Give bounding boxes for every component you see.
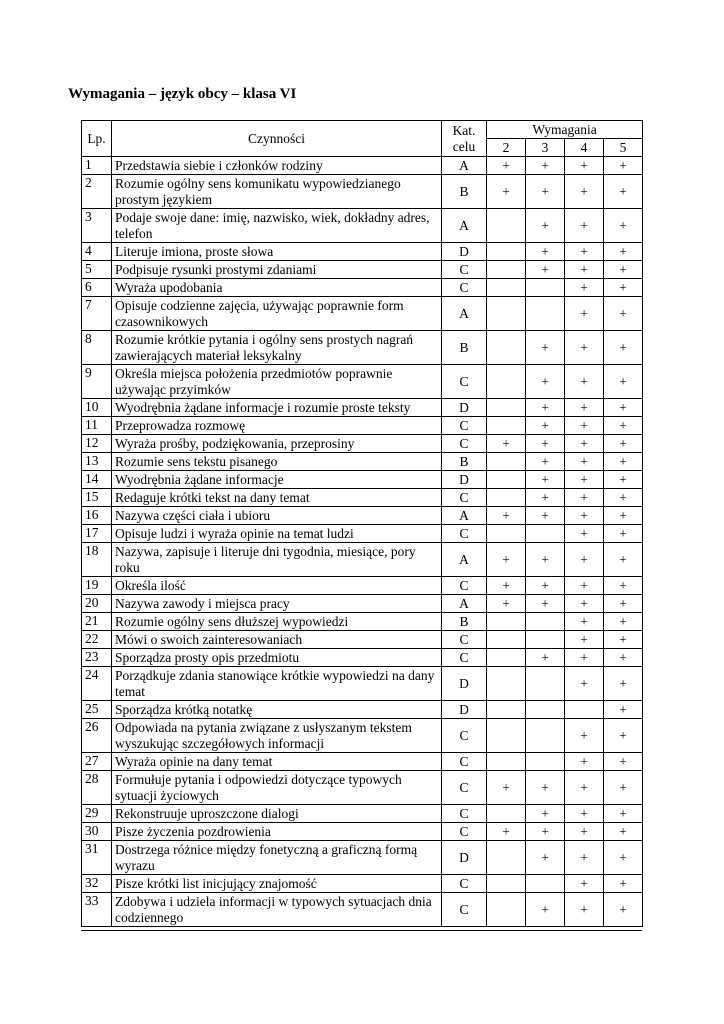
category-cell: C — [442, 719, 487, 753]
category-cell: C — [442, 417, 487, 435]
grade-3-cell: + — [526, 543, 565, 577]
table-header-row — [82, 121, 643, 139]
activity-text: Określa miejsca położenia przedmiotów poprawnie używając przyimków — [112, 365, 442, 399]
activity-text: Opisuje ludzi i wyraża opinie na temat ludzi — [112, 525, 442, 543]
activity-text: Redaguje krótki tekst na dany temat — [112, 489, 442, 507]
grade-2-cell — [487, 243, 526, 261]
grade-3-cell — [526, 631, 565, 649]
activity-text: Podpisuje rysunki prostymi zdaniami — [112, 261, 442, 279]
activity-text: Pisze życzenia pozdrowienia — [112, 823, 442, 841]
category-cell: D — [442, 399, 487, 417]
grade-4-cell: + — [565, 595, 604, 613]
grade-2-cell: + — [487, 435, 526, 453]
grade-2-cell — [487, 719, 526, 753]
table-row — [82, 157, 643, 175]
grade-4-cell: + — [565, 649, 604, 667]
grade-5-cell: + — [604, 175, 643, 209]
table-row — [82, 507, 643, 525]
category-cell: D — [442, 667, 487, 701]
grade-4-cell: + — [565, 297, 604, 331]
row-number: 4 — [82, 243, 112, 261]
grade-4-cell: + — [565, 175, 604, 209]
grade-4-cell: + — [565, 157, 604, 175]
grade-5-cell: + — [604, 543, 643, 577]
grade-5-cell: + — [604, 595, 643, 613]
grade-5-cell: + — [604, 453, 643, 471]
activity-text: Rekonstruuje uproszczone dialogi — [112, 805, 442, 823]
grade-3-cell: + — [526, 157, 565, 175]
activity-text: Nazywa zawody i miejsca pracy — [112, 595, 442, 613]
grade-5-cell: + — [604, 577, 643, 595]
row-number: 21 — [82, 613, 112, 631]
grade-5-cell: + — [604, 417, 643, 435]
table-row — [82, 453, 643, 471]
grade-3-cell: + — [526, 805, 565, 823]
row-number: 28 — [82, 771, 112, 805]
grade-3-cell: + — [526, 595, 565, 613]
grade-3-cell: + — [526, 471, 565, 489]
row-number: 25 — [82, 701, 112, 719]
category-cell: C — [442, 489, 487, 507]
header-category-line2: celu — [452, 138, 476, 154]
category-cell: D — [442, 841, 487, 875]
table-row — [82, 805, 643, 823]
table-row — [82, 331, 643, 365]
activity-text: Mówi o swoich zainteresowaniach — [112, 631, 442, 649]
row-number: 16 — [82, 507, 112, 525]
table-row — [82, 577, 643, 595]
grade-5-cell: + — [604, 331, 643, 365]
category-cell: A — [442, 595, 487, 613]
grade-4-cell: + — [565, 841, 604, 875]
grade-4-cell: + — [565, 471, 604, 489]
activity-text: Dostrzega różnice między fonetyczną a graficzną formą wyrazu — [112, 841, 442, 875]
row-number: 15 — [82, 489, 112, 507]
table-row — [82, 209, 643, 243]
category-cell: A — [442, 543, 487, 577]
header-grade-5: 5 — [604, 139, 643, 157]
activity-text: Wyodrębnia żądane informacje — [112, 471, 442, 489]
row-number: 3 — [82, 209, 112, 243]
table-row — [82, 649, 643, 667]
activity-text: Nazywa części ciała i ubioru — [112, 507, 442, 525]
activity-text: Opisuje codzienne zajęcia, używając poprawnie form czasownikowych — [112, 297, 442, 331]
table-row — [82, 489, 643, 507]
grade-5-cell: + — [604, 243, 643, 261]
category-cell: D — [442, 701, 487, 719]
activity-text: Formułuje pytania i odpowiedzi dotyczące typowych sytuacji życiowych — [112, 771, 442, 805]
grade-5-cell: + — [604, 771, 643, 805]
category-cell: C — [442, 365, 487, 399]
category-cell: B — [442, 453, 487, 471]
grade-4-cell: + — [565, 613, 604, 631]
grade-5-cell: + — [604, 399, 643, 417]
category-cell: C — [442, 631, 487, 649]
activity-text: Zdobywa i udziela informacji w typowych sytuacjach dnia codziennego — [112, 893, 442, 927]
table-row — [82, 243, 643, 261]
table-row — [82, 719, 643, 753]
grade-2-cell: + — [487, 507, 526, 525]
grade-3-cell: + — [526, 649, 565, 667]
grade-4-cell: + — [565, 453, 604, 471]
grade-5-cell: + — [604, 875, 643, 893]
grade-3-cell: + — [526, 577, 565, 595]
grade-4-cell: + — [565, 365, 604, 399]
grade-3-cell: + — [526, 261, 565, 279]
grade-4-cell: + — [565, 525, 604, 543]
grade-5-cell: + — [604, 631, 643, 649]
grade-5-cell: + — [604, 209, 643, 243]
grade-5-cell: + — [604, 525, 643, 543]
table-row — [82, 525, 643, 543]
grade-3-cell: + — [526, 399, 565, 417]
category-cell: C — [442, 875, 487, 893]
header-grade-2: 2 — [487, 139, 526, 157]
grade-4-cell: + — [565, 577, 604, 595]
grade-3-cell: + — [526, 507, 565, 525]
grade-2-cell: + — [487, 577, 526, 595]
row-number: 11 — [82, 417, 112, 435]
table-row — [82, 175, 643, 209]
grade-3-cell: + — [526, 417, 565, 435]
table-row — [82, 701, 643, 719]
grade-4-cell: + — [565, 753, 604, 771]
activity-text: Określa ilość — [112, 577, 442, 595]
activity-text: Podaje swoje dane: imię, nazwisko, wiek, dokładny adres, telefon — [112, 209, 442, 243]
grade-2-cell — [487, 297, 526, 331]
table-body — [82, 157, 643, 927]
grade-3-cell — [526, 701, 565, 719]
table-row — [82, 365, 643, 399]
category-cell: B — [442, 613, 487, 631]
category-cell: C — [442, 577, 487, 595]
activity-text: Wyodrębnia żądane informacje i rozumie proste teksty — [112, 399, 442, 417]
grade-5-cell: + — [604, 649, 643, 667]
activity-text: Wyraża upodobania — [112, 279, 442, 297]
category-cell: A — [442, 297, 487, 331]
grade-5-cell: + — [604, 489, 643, 507]
grade-4-cell: + — [565, 399, 604, 417]
grade-3-cell — [526, 525, 565, 543]
row-number: 1 — [82, 157, 112, 175]
table-row — [82, 261, 643, 279]
grade-2-cell — [487, 667, 526, 701]
category-cell: A — [442, 209, 487, 243]
activity-text: Porządkuje zdania stanowiące krótkie wypowiedzi na dany temat — [112, 667, 442, 701]
grade-3-cell — [526, 297, 565, 331]
grade-3-cell — [526, 875, 565, 893]
grade-2-cell — [487, 875, 526, 893]
category-cell: C — [442, 771, 487, 805]
grade-5-cell: + — [604, 279, 643, 297]
grade-4-cell: + — [565, 823, 604, 841]
table-row — [82, 893, 643, 927]
category-cell: C — [442, 823, 487, 841]
category-cell: A — [442, 507, 487, 525]
grade-4-cell: + — [565, 261, 604, 279]
activity-text: Rozumie ogólny sens komunikatu wypowiedzianego prostym językiem — [112, 175, 442, 209]
row-number: 12 — [82, 435, 112, 453]
grade-4-cell: + — [565, 805, 604, 823]
header-requirements: Wymagania — [487, 121, 643, 139]
table-row — [82, 823, 643, 841]
grade-5-cell: + — [604, 841, 643, 875]
table-row — [82, 841, 643, 875]
row-number: 18 — [82, 543, 112, 577]
grade-2-cell: + — [487, 823, 526, 841]
grade-4-cell: + — [565, 771, 604, 805]
grade-5-cell: + — [604, 893, 643, 927]
grade-4-cell: + — [565, 893, 604, 927]
row-number: 14 — [82, 471, 112, 489]
grade-4-cell: + — [565, 243, 604, 261]
category-cell: B — [442, 331, 487, 365]
grade-5-cell: + — [604, 471, 643, 489]
grade-5-cell: + — [604, 157, 643, 175]
category-cell: B — [442, 175, 487, 209]
grade-4-cell: + — [565, 331, 604, 365]
row-number: 24 — [82, 667, 112, 701]
grade-5-cell: + — [604, 261, 643, 279]
row-number: 31 — [82, 841, 112, 875]
header-lp: Lp. — [82, 121, 112, 157]
row-number: 19 — [82, 577, 112, 595]
grade-2-cell — [487, 261, 526, 279]
header-category — [442, 121, 487, 157]
grade-3-cell: + — [526, 365, 565, 399]
grade-5-cell: + — [604, 667, 643, 701]
row-number: 22 — [82, 631, 112, 649]
row-number: 23 — [82, 649, 112, 667]
grade-2-cell — [487, 453, 526, 471]
grade-2-cell — [487, 841, 526, 875]
grade-4-cell: + — [565, 209, 604, 243]
grade-2-cell — [487, 365, 526, 399]
category-cell: C — [442, 753, 487, 771]
grade-4-cell: + — [565, 489, 604, 507]
grade-2-cell: + — [487, 771, 526, 805]
activity-text: Rozumie krótkie pytania i ogólny sens prostych nagrań zawierających materiał leksykalny — [112, 331, 442, 365]
grade-3-cell — [526, 279, 565, 297]
row-number: 6 — [82, 279, 112, 297]
row-number: 17 — [82, 525, 112, 543]
grade-2-cell — [487, 805, 526, 823]
category-cell: C — [442, 279, 487, 297]
table-row — [82, 297, 643, 331]
grade-4-cell: + — [565, 435, 604, 453]
grade-2-cell — [487, 753, 526, 771]
grade-5-cell: + — [604, 613, 643, 631]
row-number: 9 — [82, 365, 112, 399]
table-row — [82, 771, 643, 805]
grade-4-cell: + — [565, 631, 604, 649]
grade-3-cell — [526, 613, 565, 631]
row-number: 20 — [82, 595, 112, 613]
table-row — [82, 543, 643, 577]
grade-3-cell: + — [526, 453, 565, 471]
activity-text: Nazywa, zapisuje i literuje dni tygodnia, miesiące, pory roku — [112, 543, 442, 577]
grade-5-cell: + — [604, 701, 643, 719]
activity-text: Wyraża opinie na dany temat — [112, 753, 442, 771]
header-grade-3: 3 — [526, 139, 565, 157]
row-number: 10 — [82, 399, 112, 417]
grade-3-cell: + — [526, 209, 565, 243]
category-cell: C — [442, 525, 487, 543]
table-row — [82, 631, 643, 649]
row-number: 27 — [82, 753, 112, 771]
table-row — [82, 471, 643, 489]
grade-5-cell: + — [604, 753, 643, 771]
grade-2-cell: + — [487, 175, 526, 209]
row-number: 5 — [82, 261, 112, 279]
header-grade-4: 4 — [565, 139, 604, 157]
row-number: 33 — [82, 893, 112, 927]
category-cell: D — [442, 243, 487, 261]
table-row — [82, 753, 643, 771]
header-category-line1: Kat. — [452, 122, 476, 138]
grade-3-cell — [526, 719, 565, 753]
table-row — [82, 417, 643, 435]
row-number: 30 — [82, 823, 112, 841]
grade-5-cell: + — [604, 507, 643, 525]
row-number: 32 — [82, 875, 112, 893]
grade-5-cell: + — [604, 297, 643, 331]
category-cell: A — [442, 157, 487, 175]
table-row — [82, 875, 643, 893]
grade-4-cell — [565, 701, 604, 719]
grade-4-cell: + — [565, 667, 604, 701]
grade-4-cell: + — [565, 875, 604, 893]
grade-2-cell — [487, 279, 526, 297]
table-row — [82, 435, 643, 453]
row-number: 2 — [82, 175, 112, 209]
grade-2-cell — [487, 489, 526, 507]
row-number: 13 — [82, 453, 112, 471]
category-cell: C — [442, 261, 487, 279]
grade-3-cell: + — [526, 243, 565, 261]
table-row — [82, 399, 643, 417]
activity-text: Odpowiada na pytania związane z usłyszanym tekstem wyszukując szczegółowych informacji — [112, 719, 442, 753]
bottom-divider — [81, 930, 642, 931]
grade-3-cell — [526, 667, 565, 701]
activity-text: Rozumie ogólny sens dłuższej wypowiedzi — [112, 613, 442, 631]
row-number: 29 — [82, 805, 112, 823]
grade-2-cell — [487, 649, 526, 667]
grade-2-cell — [487, 893, 526, 927]
grade-3-cell: + — [526, 435, 565, 453]
grade-2-cell — [487, 471, 526, 489]
category-cell: C — [442, 805, 487, 823]
grade-3-cell — [526, 753, 565, 771]
table-row — [82, 613, 643, 631]
grade-2-cell: + — [487, 157, 526, 175]
grade-4-cell: + — [565, 279, 604, 297]
header-activities: Czynności — [112, 121, 442, 157]
grade-2-cell — [487, 525, 526, 543]
table-row — [82, 667, 643, 701]
grade-5-cell: + — [604, 365, 643, 399]
activity-text: Rozumie sens tekstu pisanego — [112, 453, 442, 471]
grade-4-cell: + — [565, 719, 604, 753]
activity-text: Przedstawia siebie i członków rodziny — [112, 157, 442, 175]
category-cell: C — [442, 435, 487, 453]
category-cell: D — [442, 471, 487, 489]
grade-2-cell — [487, 613, 526, 631]
grade-2-cell: + — [487, 543, 526, 577]
grade-4-cell: + — [565, 507, 604, 525]
grade-3-cell: + — [526, 823, 565, 841]
grade-5-cell: + — [604, 805, 643, 823]
grade-5-cell: + — [604, 719, 643, 753]
grade-2-cell — [487, 631, 526, 649]
grade-3-cell: + — [526, 489, 565, 507]
row-number: 8 — [82, 331, 112, 365]
grade-2-cell — [487, 209, 526, 243]
activity-text: Sporządza krótką notatkę — [112, 701, 442, 719]
grade-2-cell — [487, 701, 526, 719]
grade-3-cell: + — [526, 331, 565, 365]
page-title: Wymagania – język obcy – klasa VI — [68, 86, 297, 102]
activity-text: Przeprowadza rozmowę — [112, 417, 442, 435]
grade-4-cell: + — [565, 543, 604, 577]
activity-text: Literuje imiona, proste słowa — [112, 243, 442, 261]
table-row — [82, 595, 643, 613]
grade-2-cell — [487, 399, 526, 417]
grade-2-cell: + — [487, 595, 526, 613]
grade-5-cell: + — [604, 435, 643, 453]
category-cell: C — [442, 893, 487, 927]
grade-3-cell: + — [526, 893, 565, 927]
grade-2-cell — [487, 417, 526, 435]
grade-3-cell: + — [526, 841, 565, 875]
grade-3-cell: + — [526, 175, 565, 209]
activity-text: Sporządza prosty opis przedmiotu — [112, 649, 442, 667]
grade-3-cell: + — [526, 771, 565, 805]
row-number: 26 — [82, 719, 112, 753]
requirements-table — [81, 120, 643, 927]
grade-4-cell: + — [565, 417, 604, 435]
grade-2-cell — [487, 331, 526, 365]
grade-5-cell: + — [604, 823, 643, 841]
activity-text: Wyraża prośby, podziękowania, przeprosiny — [112, 435, 442, 453]
row-number: 7 — [82, 297, 112, 331]
table-row — [82, 279, 643, 297]
activity-text: Pisze krótki list inicjujący znajomość — [112, 875, 442, 893]
category-cell: C — [442, 649, 487, 667]
